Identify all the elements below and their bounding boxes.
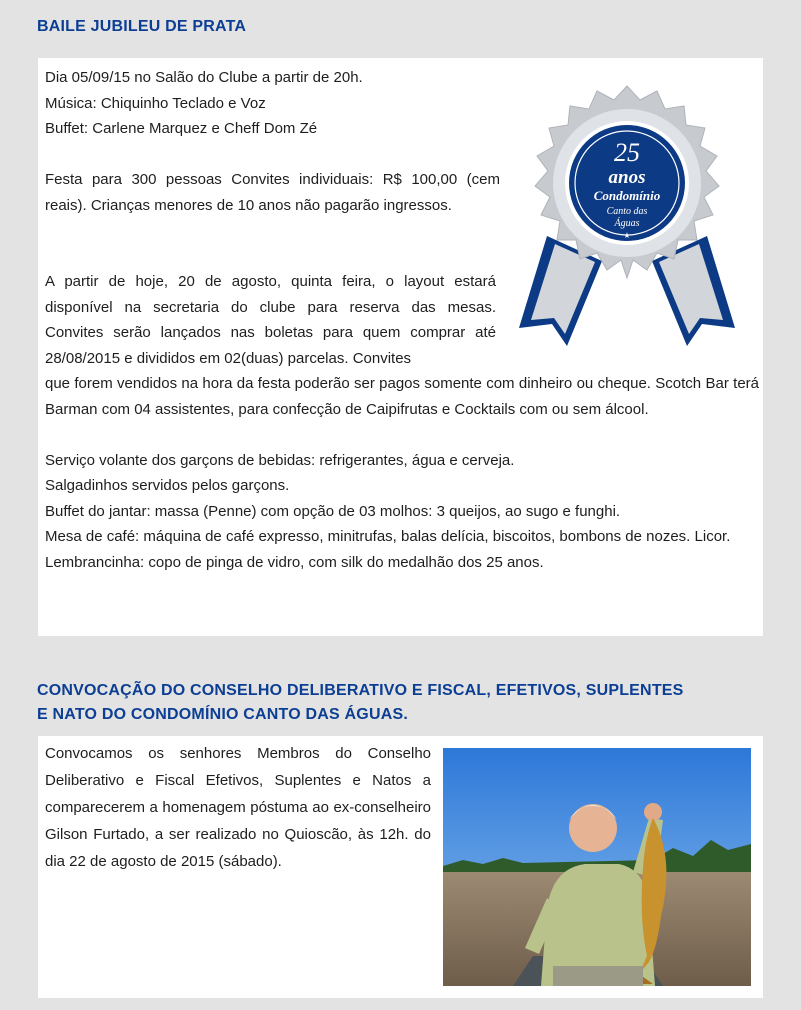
section-title-convocacao: [37, 679, 684, 727]
medal-aguas: Águas: [614, 218, 640, 229]
service-dinner: Buffet do jantar: massa (Penne) com opção de 03 molhos: 3 queijos, ao sugo e funghi.: [45, 502, 621, 520]
medal-anos: anos: [608, 167, 646, 188]
convocacao-title-line1: CONVOCAÇÃO DO CONSELHO DELIBERATIVO E FISCAL, EFETIVOS, SUPLENTES: [37, 682, 684, 699]
convocacao-body: Convocamos os senhores Membros do Conselho Deliberativo e Fiscal Efetivos, Suplentes e Natos a comparecerem a homenagem póstuma ao ex-conselheiro Gilson Furtado, a ser realizado no Quioscão, às 12h. do dia 22 de agosto de 2015 (sábado).: [45, 745, 431, 870]
medal-condominio: Condomínio: [593, 188, 661, 203]
service-drinks: Serviço volante dos garçons de bebidas: refrigerantes, água e cerveja.: [45, 451, 515, 469]
services-list: [45, 448, 759, 576]
event-buffet-line: Buffet: Carlene Marquez e Cheff Dom Zé: [45, 120, 318, 137]
service-coffee: Mesa de café: máquina de café expresso, minitrufas, balas delícia, biscoitos, bombons de nozes. Licor.: [45, 528, 731, 545]
anniversary-medal: [507, 66, 747, 366]
layout-paragraph-part: A partir de hoje, 20 de agosto, quinta feira, o layout estará disponível na secretaria do clube para reserva das mesas. Convites serão lançados nas boletas para quem comprar até 28/08/2015 e divididos em 02(duas) parcelas. Convites: [45, 273, 496, 367]
baile-card: [38, 58, 763, 636]
service-snacks: Salgadinhos servidos pelos garçons.: [45, 477, 290, 494]
event-music-line: Música: Chiquinho Teclado e Voz: [45, 94, 266, 112]
medal-badge-icon: [507, 66, 747, 366]
layout-paragraph-top: [45, 269, 496, 371]
medal-star-icon: ★: [623, 231, 631, 240]
convocacao-title-line2: E NATO DO CONDOMÍNIO CANTO DAS ÁGUAS.: [37, 706, 408, 723]
baile-text: [45, 65, 500, 218]
event-details: [45, 65, 500, 142]
section-title-baile: BAILE JUBILEU DE PRATA: [37, 18, 247, 35]
medal-canto: Canto das: [606, 206, 648, 217]
baile-text-lower: [45, 371, 759, 575]
medal-number: 25: [614, 138, 640, 167]
event-date-line: Dia 05/09/15 no Salão do Clube a partir de 20h.: [45, 69, 363, 86]
tickets-paragraph: Festa para 300 pessoas Convites individuais: R$ 100,00 (cem reais). Crianças menores de 10 anos não pagarão ingressos.: [45, 171, 500, 214]
service-souvenir: Lembrancinha: copo de pinga de vidro, com silk do medalhão dos 25 anos.: [45, 553, 544, 571]
fisherman-photo: [443, 748, 751, 986]
fisherman-photo-image: [443, 748, 751, 986]
layout-paragraph-rest: que forem vendidos na hora da festa poderão ser pagos somente com dinheiro ou cheque. Scotch Bar terá Barman com 04 assistentes, para confecção de Caipifrutas e Cocktails com ou sem álcool.: [45, 375, 759, 418]
convocacao-card: [38, 736, 763, 998]
